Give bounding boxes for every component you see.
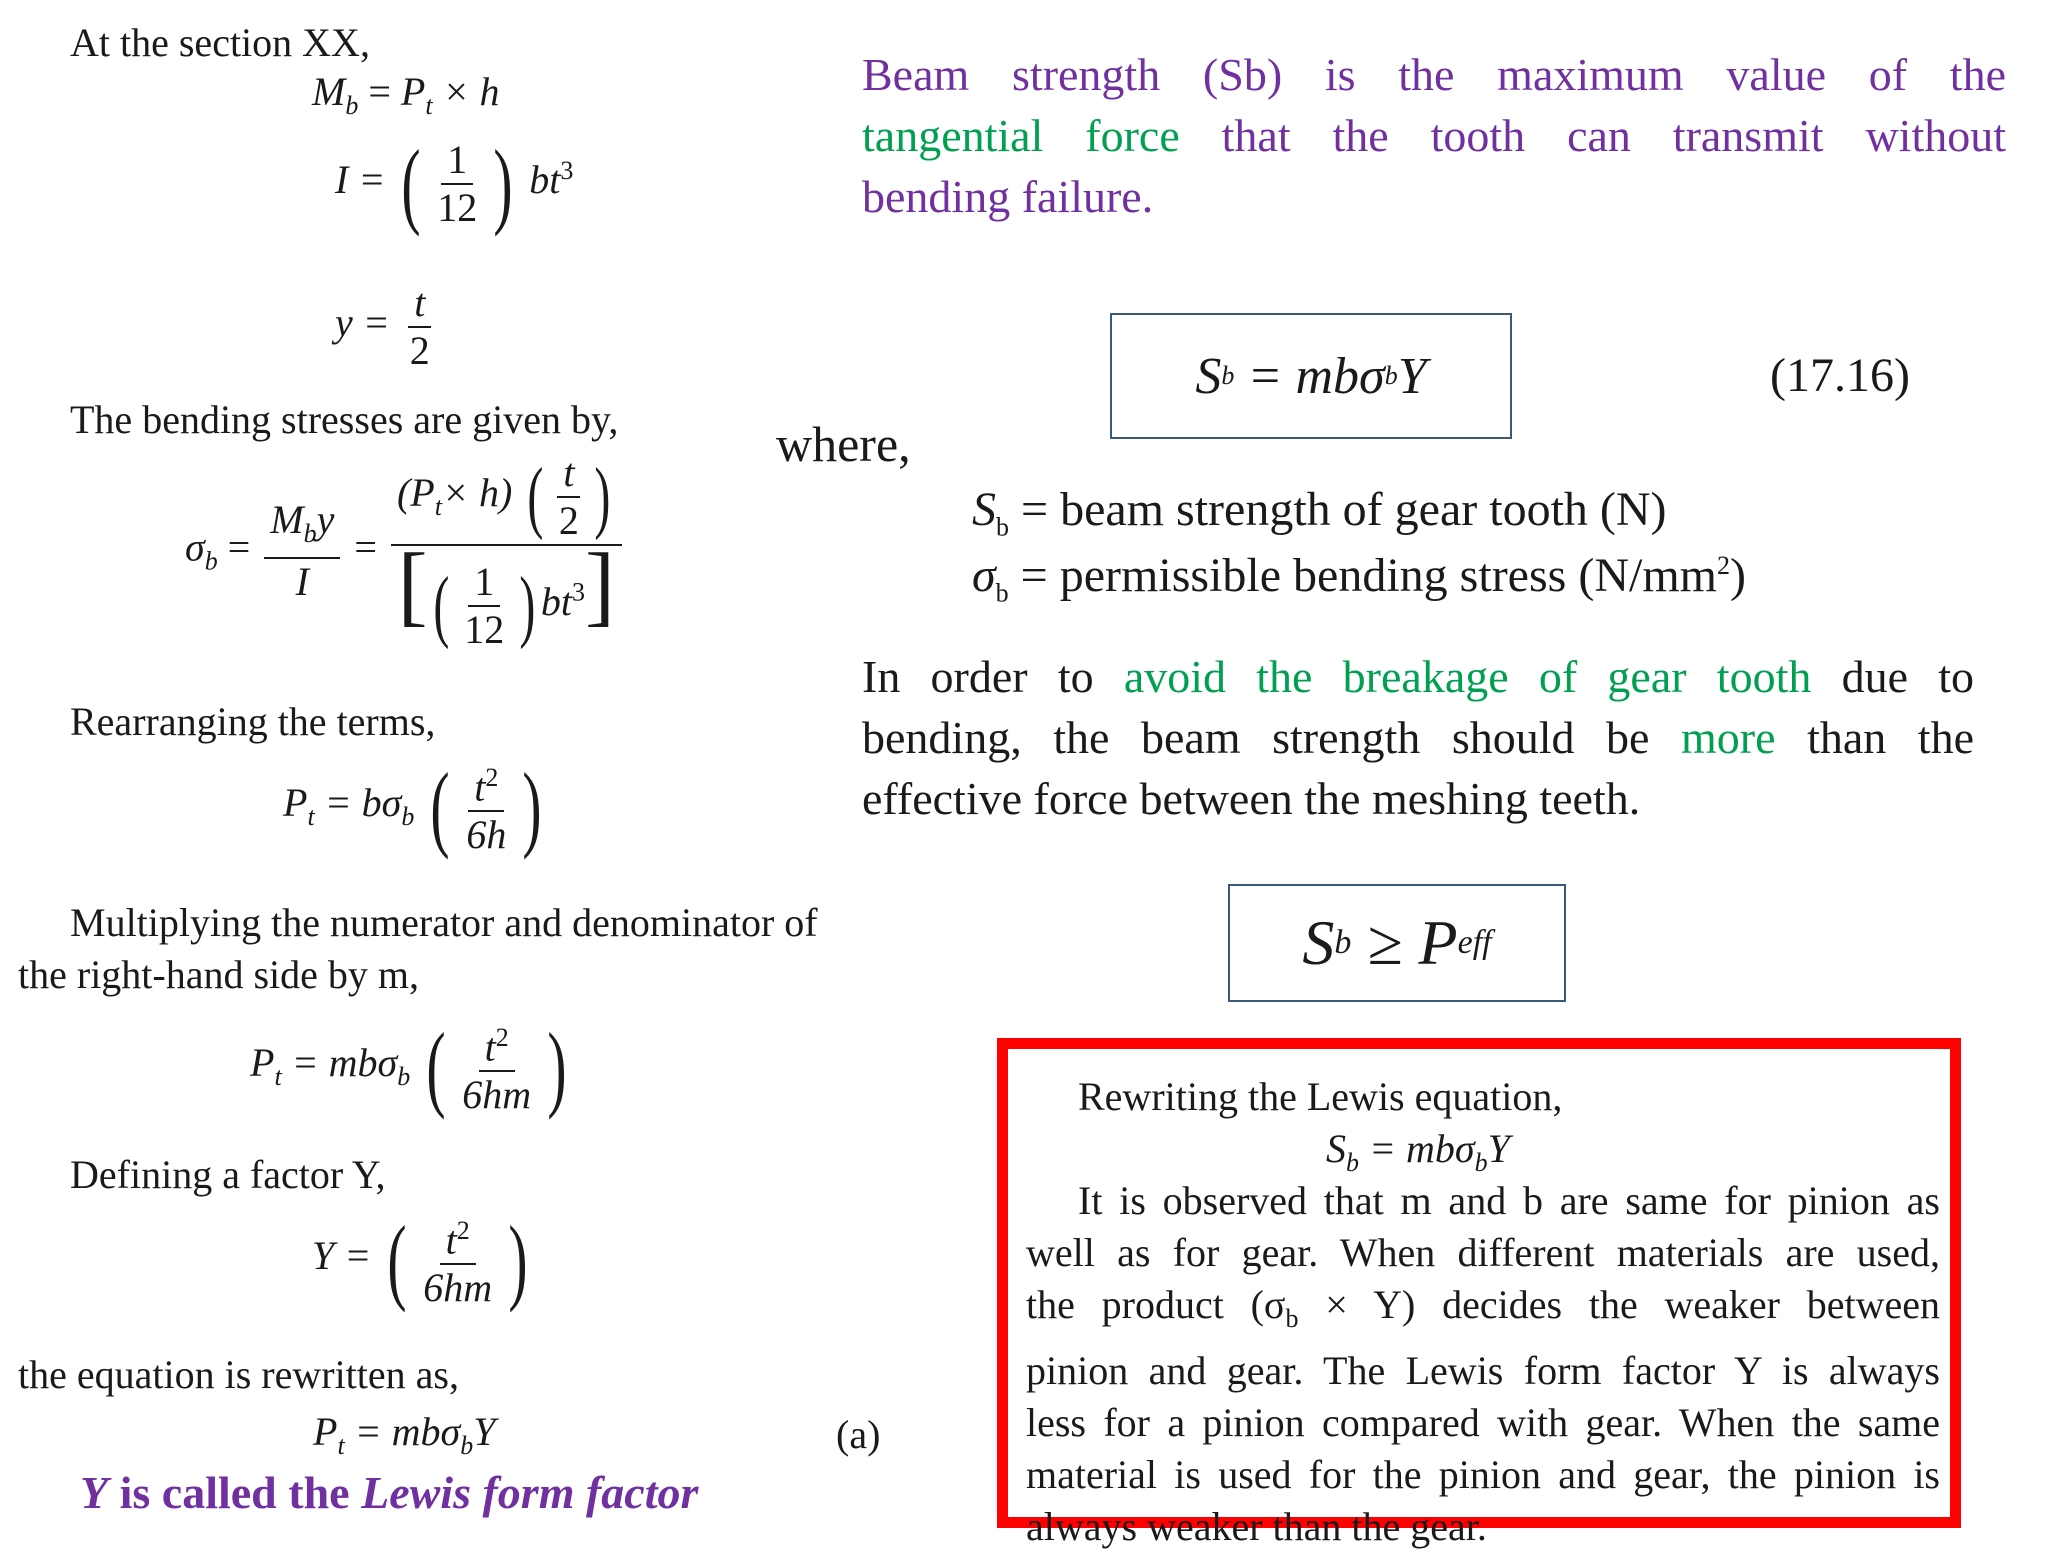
eq-pt-1: $P_t = b\sigma_b$ ( $\frac{t^2}{6h}$ ) bbox=[283, 752, 542, 860]
eq-inertia: I = ( $\frac{1}{12}$ ) $bt^3$ bbox=[335, 130, 574, 237]
eq-moment: $M_b = P_t \times h$ bbox=[312, 69, 500, 120]
rearranging-text: Rearranging the terms, bbox=[70, 699, 436, 744]
equation-number: (17.16) bbox=[1770, 349, 1910, 402]
bending-intro: The bending stresses are given by, bbox=[70, 397, 619, 442]
avoid-breakage-paragraph: In order to avoid the breakage of gear tooth due to bending, the beam strength should be more than the effective force between the meshing teeth. bbox=[862, 651, 1975, 824]
redbox-equation: $S_b = mb\sigma_bY$ bbox=[1326, 1126, 1510, 1177]
eq-final-tag: (a) bbox=[836, 1412, 881, 1457]
redbox-line-1: Rewriting the Lewis equation, bbox=[1078, 1074, 1563, 1119]
defining-text: Defining a factor Y, bbox=[70, 1152, 386, 1197]
section-intro: At the section XX, bbox=[70, 20, 370, 65]
eq-lewis-factor: Y = ( $\frac{t^2}{6hm}$ ) bbox=[312, 1205, 528, 1313]
eq-final: $P_t = mb\sigma_bY$ bbox=[313, 1409, 496, 1460]
eq-y: y = $\frac{t}{2}$ bbox=[335, 280, 430, 373]
eq-bending-stress: $\sigma_b$ = $\frac{M_by}{I}$ = $(P_t\times h)$ ( $\frac{t}{2}$ ) [( $\frac{1}{12}$ ) $bt^3$] bbox=[185, 450, 626, 653]
inequality-box: S b ≥ P eff bbox=[1228, 884, 1566, 1002]
beam-strength-definition: Beam strength (Sb) is the maximum value of the tangential force that the tooth can transmit without bending failure. bbox=[862, 49, 2007, 222]
redbox-paragraph: It is observed that m and b are same for pinion as well as for gear. When different materials are used, the product $(\sigma_b \times Y)$ decides the weaker between pinion and gear. The Lewis form factor Y is always less for a pinion compared with gear. When the same material is used for the pinion and gear, the pinion is always weaker than the gear. bbox=[1026, 1178, 1940, 1549]
def-beam-strength: $S_b$ = beam strength of gear tooth (N) bbox=[972, 483, 1667, 542]
def-bending-stress: $\sigma_b$ = permissible bending stress $(N/mm^2)$ bbox=[972, 549, 1746, 608]
multiplying-line-1: Multiplying the numerator and denominator of bbox=[70, 900, 818, 945]
beam-strength-formula-box: S b = mbσ b Y bbox=[1110, 313, 1512, 439]
multiplying-line-2: the right-hand side by m, bbox=[18, 952, 420, 997]
lewis-note-box bbox=[997, 1038, 1961, 1549]
eq-pt-2: $P_t = mb\sigma_b$ ( $\frac{t^2}{6hm}$ ) bbox=[250, 1012, 567, 1120]
rewritten-text: the equation is rewritten as, bbox=[18, 1352, 459, 1397]
where-label: where, bbox=[776, 416, 911, 472]
lewis-note: Y is called the Lewis form factor bbox=[80, 1467, 699, 1518]
